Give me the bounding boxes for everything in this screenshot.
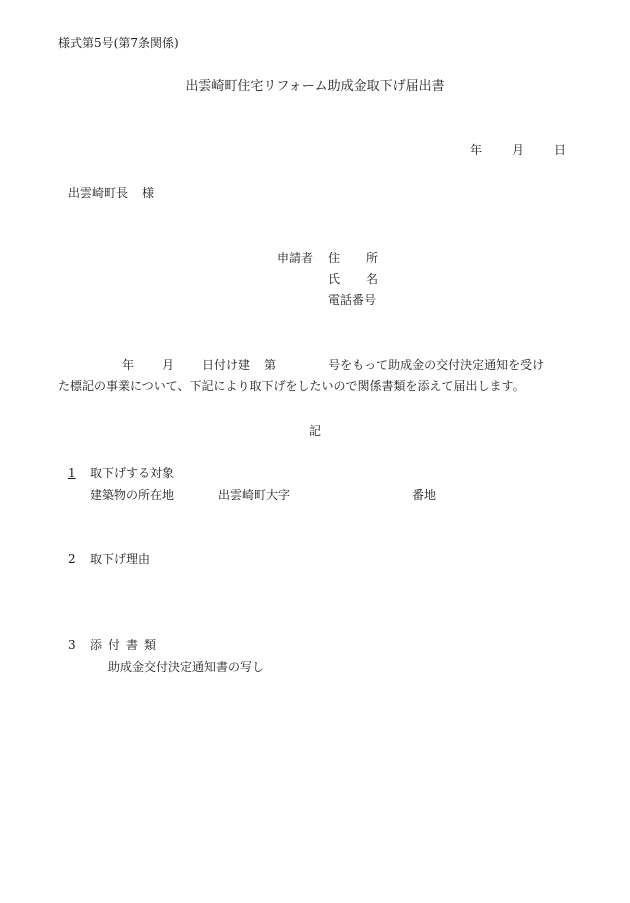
body-line1-rest: 号をもって助成金の交付決定通知を受け <box>328 358 545 372</box>
item-3-title <box>90 639 156 651</box>
document-title: 出雲崎町住宅リフォーム助成金取下げ届出書 <box>185 79 445 94</box>
ki-heading: 記 <box>308 424 321 438</box>
name-label-char-1: 氏 <box>328 272 341 286</box>
body-text-line-2: た標記の事業について、下記により取下げをしたいので関係書類を添えて届出します。 <box>58 379 525 393</box>
body-month: 月 <box>162 358 175 372</box>
addressee-name: 出雲崎町長 <box>68 186 129 200</box>
date-year: 年 <box>470 143 483 157</box>
form-number: 様式第5号(第7条関係) <box>58 36 179 50</box>
item-3-number: 3 <box>68 638 76 652</box>
addressee <box>68 187 154 199</box>
name-label <box>328 273 378 285</box>
location-town: 出雲崎町大字 <box>218 488 291 502</box>
item-1-number: 1 <box>68 466 76 480</box>
body-number-prefix: 第 <box>264 358 277 372</box>
address-label-char-1: 住 <box>328 251 341 265</box>
item-3-title-char-1: 添 <box>90 638 103 652</box>
date-line <box>470 144 566 156</box>
address-label-char-2: 所 <box>366 251 379 265</box>
item-1-title: 取下げする対象 <box>90 466 175 480</box>
body-date-suffix: 日付け建 <box>202 358 251 372</box>
applicant-label: 申請者 <box>277 251 314 265</box>
item-3-title-char-3: 書 <box>126 638 139 652</box>
name-label-char-2: 名 <box>366 272 379 286</box>
item-2-title: 取下げ理由 <box>90 552 151 566</box>
body-text-line-1 <box>122 359 544 371</box>
item-3-title-char-4: 類 <box>144 638 157 652</box>
address-label <box>328 252 378 264</box>
item-2-number: 2 <box>68 552 76 566</box>
location-label: 建築物の所在地 <box>90 488 175 502</box>
date-day: 日 <box>554 143 567 157</box>
date-month: 月 <box>512 143 525 157</box>
item-3-title-char-2: 付 <box>108 638 121 652</box>
phone-label: 電話番号 <box>328 293 377 307</box>
location-lot: 番地 <box>412 488 437 502</box>
attachment-document: 助成金交付決定通知書の写し <box>108 660 265 674</box>
body-year: 年 <box>122 358 135 372</box>
addressee-honorific: 様 <box>142 186 155 200</box>
